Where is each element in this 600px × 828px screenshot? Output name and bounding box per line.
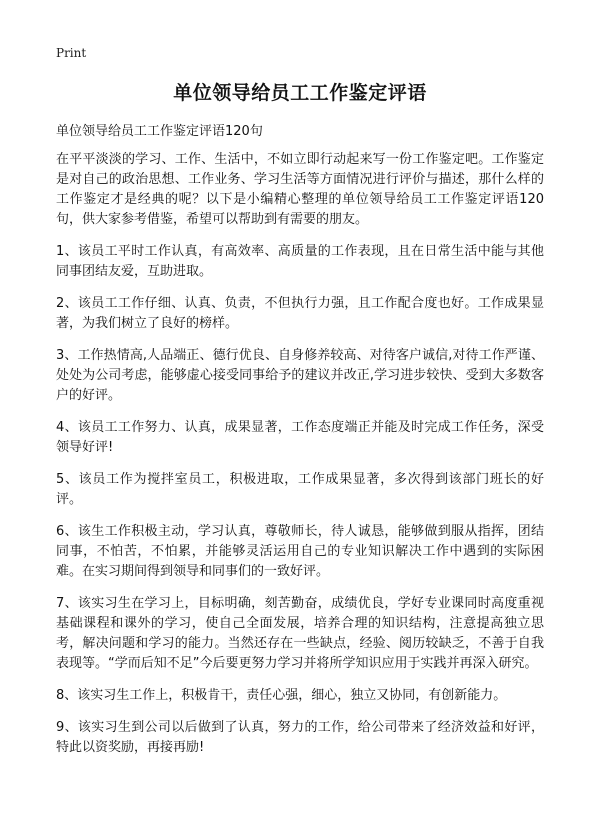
comment-item-6: 6、该生工作积极主动，学习认真，尊敬师长，待人诚恳，能够做到服从指挥，团结同事，不怕苦，不怕累，并能够灵活运用自己的专业知识解决工作中遇到的实际困难。在实习期间得到领导和同事们的一致好评。: [56, 524, 544, 579]
intro-paragraph: 在平平淡淡的学习、工作、生活中，不如立即行动起来写一份工作鉴定吧。工作鉴定是对自己的政治思想、工作业务、学习生活等方面情况进行评价与描述，那什么样的工作鉴定才是经典的呢？以下是小编精心整理的单位领导给员工工作鉴定评语120句，供大家参考借鉴，希望可以帮助到有需要的朋友。: [56, 152, 544, 227]
comment-item-2: 2、该员工工作仔细、认真、负责，不但执行力强，且工作配合度也好。工作成果显著，为我们树立了良好的榜样。: [56, 296, 544, 331]
page-title: 单位领导给员工工作鉴定评语: [173, 82, 427, 104]
comment-item-9: 9、该实习生到公司以后做到了认真，努力的工作，给公司带来了经济效益和好评，特此以资奖励，再接再励!: [56, 720, 544, 755]
document-body: [56, 150, 544, 770]
comment-item-7: 7、该实习生在学习上，目标明确，刻苦勤奋，成绩优良，学好专业课同时高度重视基础课程和课外的学习，使自己全面发展，培养合理的知识结构，注意提高独立思考，解决问题和学习的能力。当然还存在一些缺点，经验、阅历较缺乏，不善于自我表现等。“学而后知不足”今后要更努力学习并将所学知识应用于实践并再深入研究。: [56, 596, 544, 671]
comment-item-1: 1、该员工平时工作认真，有高效率、高质量的工作表现，且在日常生活中能与其他同事团结友爱，互助进取。: [56, 244, 544, 279]
print-link[interactable]: Print: [56, 46, 87, 60]
comment-item-4: 4、该员工工作努力、认真，成果显著，工作态度端正并能及时完成工作任务，深受领导好评!: [56, 420, 544, 455]
comment-item-8: 8、该实习生工作上，积极肯干，责任心强，细心，独立又协同，有创新能力。: [56, 688, 507, 703]
comment-item-3: 3、工作热情高,人品端正、德行优良、自身修养较高、对待客户诚信,对待工作严谨、处处为公司考虑，能够虚心接受同事给予的建议并改正,学习进步较快、受到大多数客户的好评。: [56, 348, 544, 403]
document-subtitle: 单位领导给员工工作鉴定评语120句: [56, 124, 263, 139]
comment-item-5: 5、该员工作为搅拌室员工，积极进取，工作成果显著，多次得到该部门班长的好评。: [56, 472, 544, 507]
